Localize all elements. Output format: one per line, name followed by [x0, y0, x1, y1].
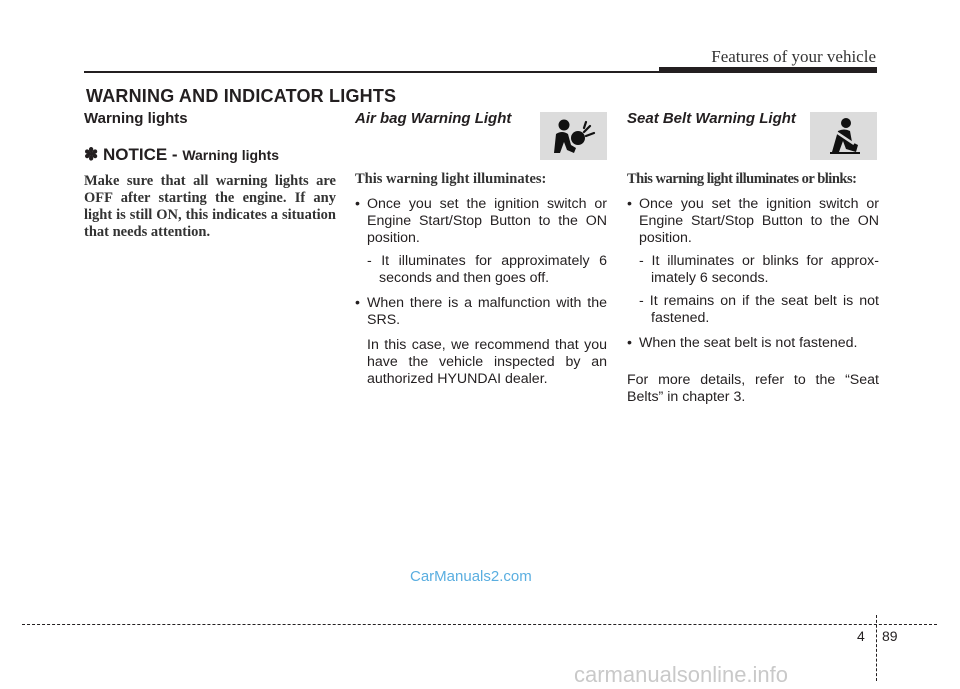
- airbag-warning-icon: [540, 112, 607, 160]
- seatbelt-dash-2: - It remains on if the seat belt is not fastened.: [639, 293, 879, 326]
- warning-lights-heading: Warning lights: [84, 110, 188, 127]
- airbag-lead: This warning light illuminates:: [355, 171, 547, 187]
- airbag-dash-1: - It illuminates for approximately 6 seconds and then goes off.: [367, 253, 607, 286]
- notice-subtitle: Warning lights: [182, 147, 280, 163]
- seatbelt-more: For more details, refer to the “Seat Belts” in chapter 3.: [627, 372, 879, 405]
- notice-symbol: ✽: [84, 145, 99, 164]
- seatbelt-heading: Seat Belt Warning Light: [627, 110, 796, 127]
- seatbelt-bullet-1: • Once you set the ignition switch or Engine Start/Stop Button to the ON position.: [627, 196, 879, 247]
- header-section-title: Features of your vehicle: [711, 47, 876, 66]
- column-warning-lights: [84, 110, 336, 241]
- airbag-paragraph: In this case, we recommend that you have the vehicle inspected by an authorized HYUNDAI dealer.: [367, 337, 607, 387]
- watermark-carmanualsonline: carmanualsonline.info: [574, 662, 789, 687]
- notice-label: NOTICE -: [102, 145, 178, 164]
- page-number: 89: [882, 628, 898, 644]
- seat-belt-warning-icon: [810, 112, 877, 160]
- airbag-bullet-1: • Once you set the ignition switch or Engine Start/Stop Button to the ON position.: [355, 196, 607, 247]
- header-rule-thin: [84, 71, 659, 73]
- airbag-heading: Air bag Warning Light: [355, 110, 512, 127]
- footer-dashed-rule: [22, 624, 937, 625]
- seatbelt-lead: This warning light illuminates or blinks:: [627, 171, 857, 187]
- footer-dashed-divider: [876, 615, 877, 681]
- seatbelt-dash-1: - It illuminates or blinks for approx- imately 6 seconds.: [639, 253, 879, 286]
- airbag-bullet-2: • When there is a malfunction with the SRS.: [355, 295, 607, 329]
- notice-text: Make sure that all warning lights are OFF after starting the engine. If any light is still ON, this indicates a situation that needs attention.: [84, 173, 336, 240]
- watermark-carmanuals2: CarManuals2.com: [410, 568, 532, 585]
- notice-heading: [84, 145, 336, 165]
- chapter-number: 4: [857, 628, 865, 644]
- seatbelt-bullet-2: • When the seat belt is not fastened.: [627, 335, 879, 352]
- header-rule-thick: [659, 67, 877, 73]
- page-heading: WARNING AND INDICATOR LIGHTS: [86, 86, 397, 106]
